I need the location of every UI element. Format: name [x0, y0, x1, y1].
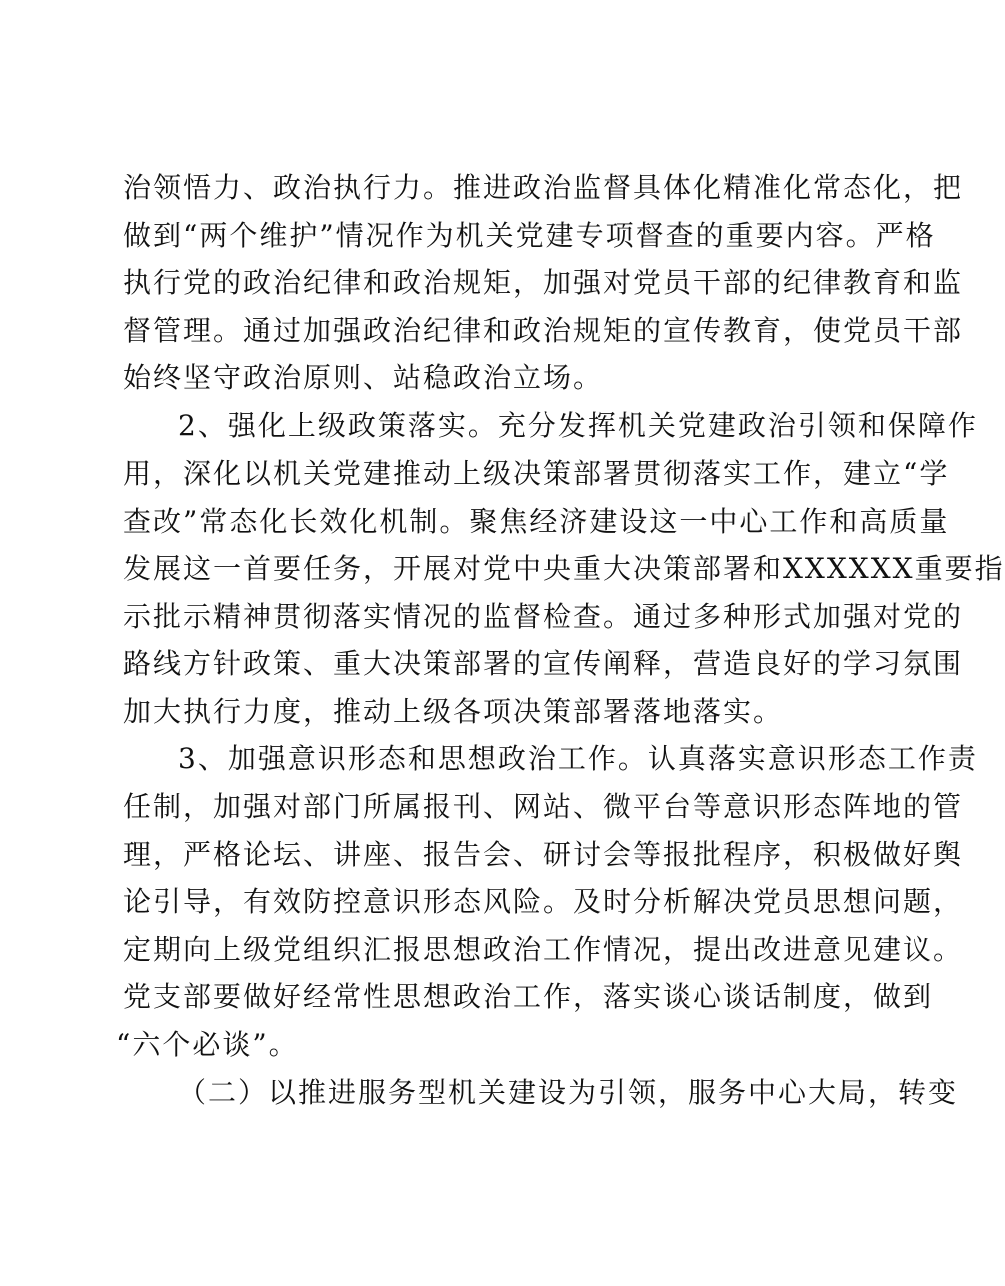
section-heading-line: （二）以推进服务型机关建设为引领，服务中心大局，转变	[178, 1076, 959, 1109]
body-text-line: 党支部要做好经常性思想政治工作，落实谈心谈话制度，做到	[123, 980, 934, 1013]
body-text-line: 用，深化以机关党建推动上级决策部署贯彻落实工作，建立“学	[123, 457, 950, 490]
body-text-line: 始终坚守政治原则、站稳政治立场。	[123, 361, 604, 394]
body-text-line: 督管理。通过加强政治纪律和政治规矩的宣传教育，使党员干部	[123, 314, 964, 347]
body-text-line: 定期向上级党组织汇报思想政治工作情况，提出改进意见建议。	[123, 933, 964, 966]
body-text-line: 发展这一首要任务，开展对党中央重大决策部署和XXXXXX重要指	[123, 552, 1005, 585]
body-text-line: 论引导，有效防控意识形态风险。及时分析解决党员思想问题，	[123, 885, 964, 918]
body-text-line: 查改”常态化长效化机制。聚焦经济建设这一中心工作和高质量	[123, 505, 950, 538]
body-text-line: 治领悟力、政治执行力。推进政治监督具体化精准化常态化，把	[123, 171, 964, 204]
body-text-line: 执行党的政治纪律和政治规矩，加强对党员干部的纪律教育和监	[123, 266, 964, 299]
paragraph-heading-line: 2、强化上级政策落实。充分发挥机关党建政治引领和保障作	[178, 409, 978, 442]
body-text-line: 理，严格论坛、讲座、报告会、研讨会等报批程序，积极做好舆	[123, 838, 964, 871]
body-text-line: 示批示精神贯彻落实情况的监督检查。通过多种形式加强对党的	[123, 600, 964, 633]
body-text-line: “六个必谈”。	[116, 1028, 299, 1061]
body-text-line: 加大执行力度，推动上级各项决策部署落地落实。	[123, 695, 784, 728]
paragraph-heading-line: 3、加强意识形态和思想政治工作。认真落实意识形态工作责	[178, 742, 978, 775]
body-text-line: 做到“两个维护”情况作为机关党建专项督查的重要内容。严格	[123, 219, 936, 252]
body-text-line: 任制，加强对部门所属报刊、网站、微平台等意识形态阵地的管	[123, 790, 964, 823]
body-text-line: 路线方针政策、重大决策部署的宣传阐释，营造良好的学习氛围	[123, 647, 964, 680]
